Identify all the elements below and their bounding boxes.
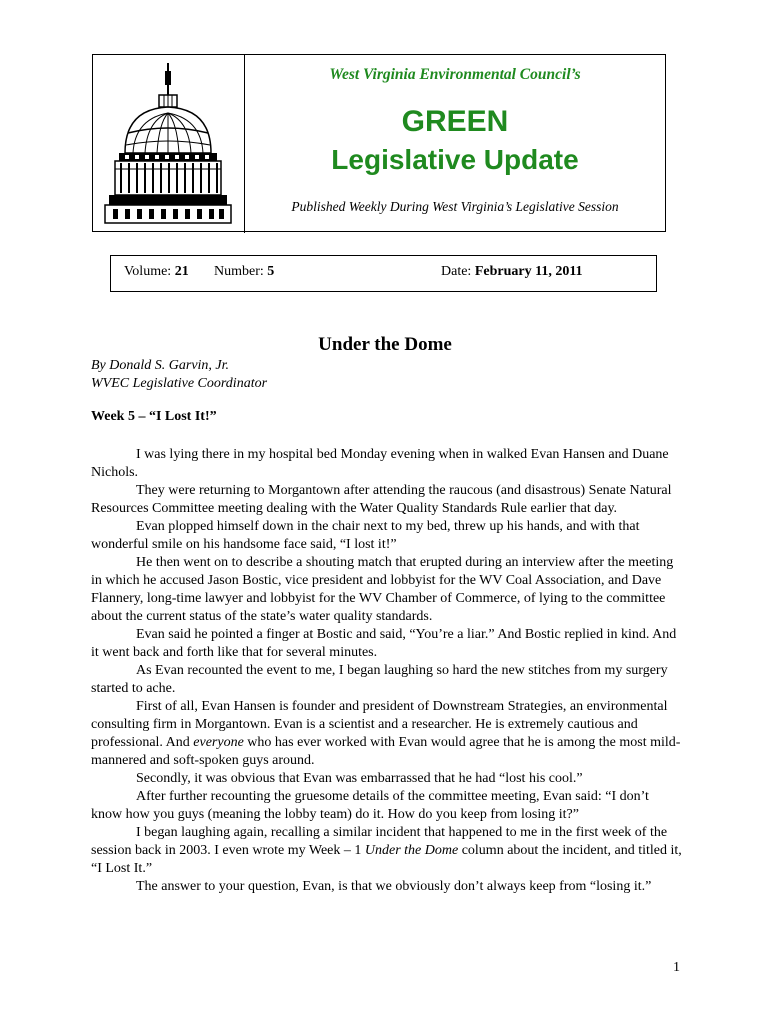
paragraph: [91, 698, 683, 770]
volume-label: Volume:: [124, 264, 172, 279]
number: [214, 264, 274, 280]
publication-note: Published Weekly During West Virginia’s Legislative Session: [291, 199, 619, 214]
paragraph: [91, 824, 683, 878]
week-heading: Week 5 – “I Lost It!”: [91, 409, 217, 424]
text: I began laughing again, recalling a similar incident that happened to me in the first week of the session back in 2003. I even wrote my Week – 1: [91, 825, 668, 858]
newsletter-title-legislative-update: Legislative Update: [331, 144, 579, 175]
paragraph: I was lying there in my hospital bed Monday evening when in walked Evan Hansen and Duane Nichols.: [91, 447, 669, 480]
emphasis: everyone: [193, 735, 244, 750]
text: First of all, Evan Hansen is founder and president of Downstream Strategies, an environmental consulting firm in Morgantown. Evan is a scientist and a researcher. He is extremely cautious and professional. And: [91, 699, 668, 750]
paragraph: After further recounting the gruesome details of the committee meeting, Evan said: “I don’t know how you guys (meaning the lobby team) do it. How do you keep from losing it?”: [91, 789, 649, 822]
date-label: Date:: [441, 264, 472, 279]
masthead: [92, 54, 666, 232]
capitol-dome-icon: [103, 61, 233, 225]
number-value: 5: [267, 264, 275, 279]
paragraph: Evan said he pointed a finger at Bostic and said, “You’re a liar.” And Bostic replied in kind. And it went back and forth like that for several minutes.: [91, 627, 677, 660]
date-value: February 11, 2011: [474, 264, 583, 279]
logo-box: [93, 55, 245, 233]
emphasis: Under the Dome: [364, 843, 459, 858]
page-number: 1: [673, 960, 680, 975]
date: [441, 264, 583, 280]
newsletter-title-green: GREEN: [401, 105, 509, 138]
volume: [124, 264, 189, 280]
volume-value: 21: [174, 264, 189, 279]
article-body: [91, 446, 683, 896]
author-name: By Donald S. Garvin, Jr.: [91, 358, 230, 373]
paragraph: Secondly, it was obvious that Evan was embarrassed that he had “lost his cool.”: [136, 771, 583, 786]
paragraph: They were returning to Morgantown after attending the raucous (and disastrous) Senate Natural Resources Committee meeting dealing with the Water Quality Standards Rule earlier that day.: [91, 483, 672, 516]
paragraph: The answer to your question, Evan, is that we obviously don’t always keep from “losing it.”: [136, 879, 652, 894]
text: who has ever worked with Evan would agree that he is among the most mild-mannered and soft-spoken guys around.: [91, 735, 681, 768]
paragraph: Evan plopped himself down in the chair next to my bed, threw up his hands, and with that wonderful smile on his handsome face said, “I lost it!”: [91, 519, 640, 552]
author-role: WVEC Legislative Coordinator: [91, 376, 268, 391]
paragraph: He then went on to describe a shouting match that erupted during an interview after the meeting in which he accused Jason Bostic, vice president and lobbyist for the WV Coal Association, and Dave Flannery, long-time lawyer and lobbyist for the WV Chamber of Commerce, of lying to the committee about the current status of the state’s water quality standards.: [91, 555, 674, 624]
text: column about the incident, and titled it, “I Lost It.”: [91, 843, 682, 876]
paragraph: As Evan recounted the event to me, I began laughing so hard the new stitches from my surgery started to ache.: [91, 663, 668, 696]
issue-info-box: [110, 255, 657, 292]
column-title: Under the Dome: [318, 334, 452, 355]
number-label: Number:: [214, 264, 264, 279]
byline: [91, 357, 267, 393]
org-name: West Virginia Environmental Council’s: [329, 66, 581, 83]
